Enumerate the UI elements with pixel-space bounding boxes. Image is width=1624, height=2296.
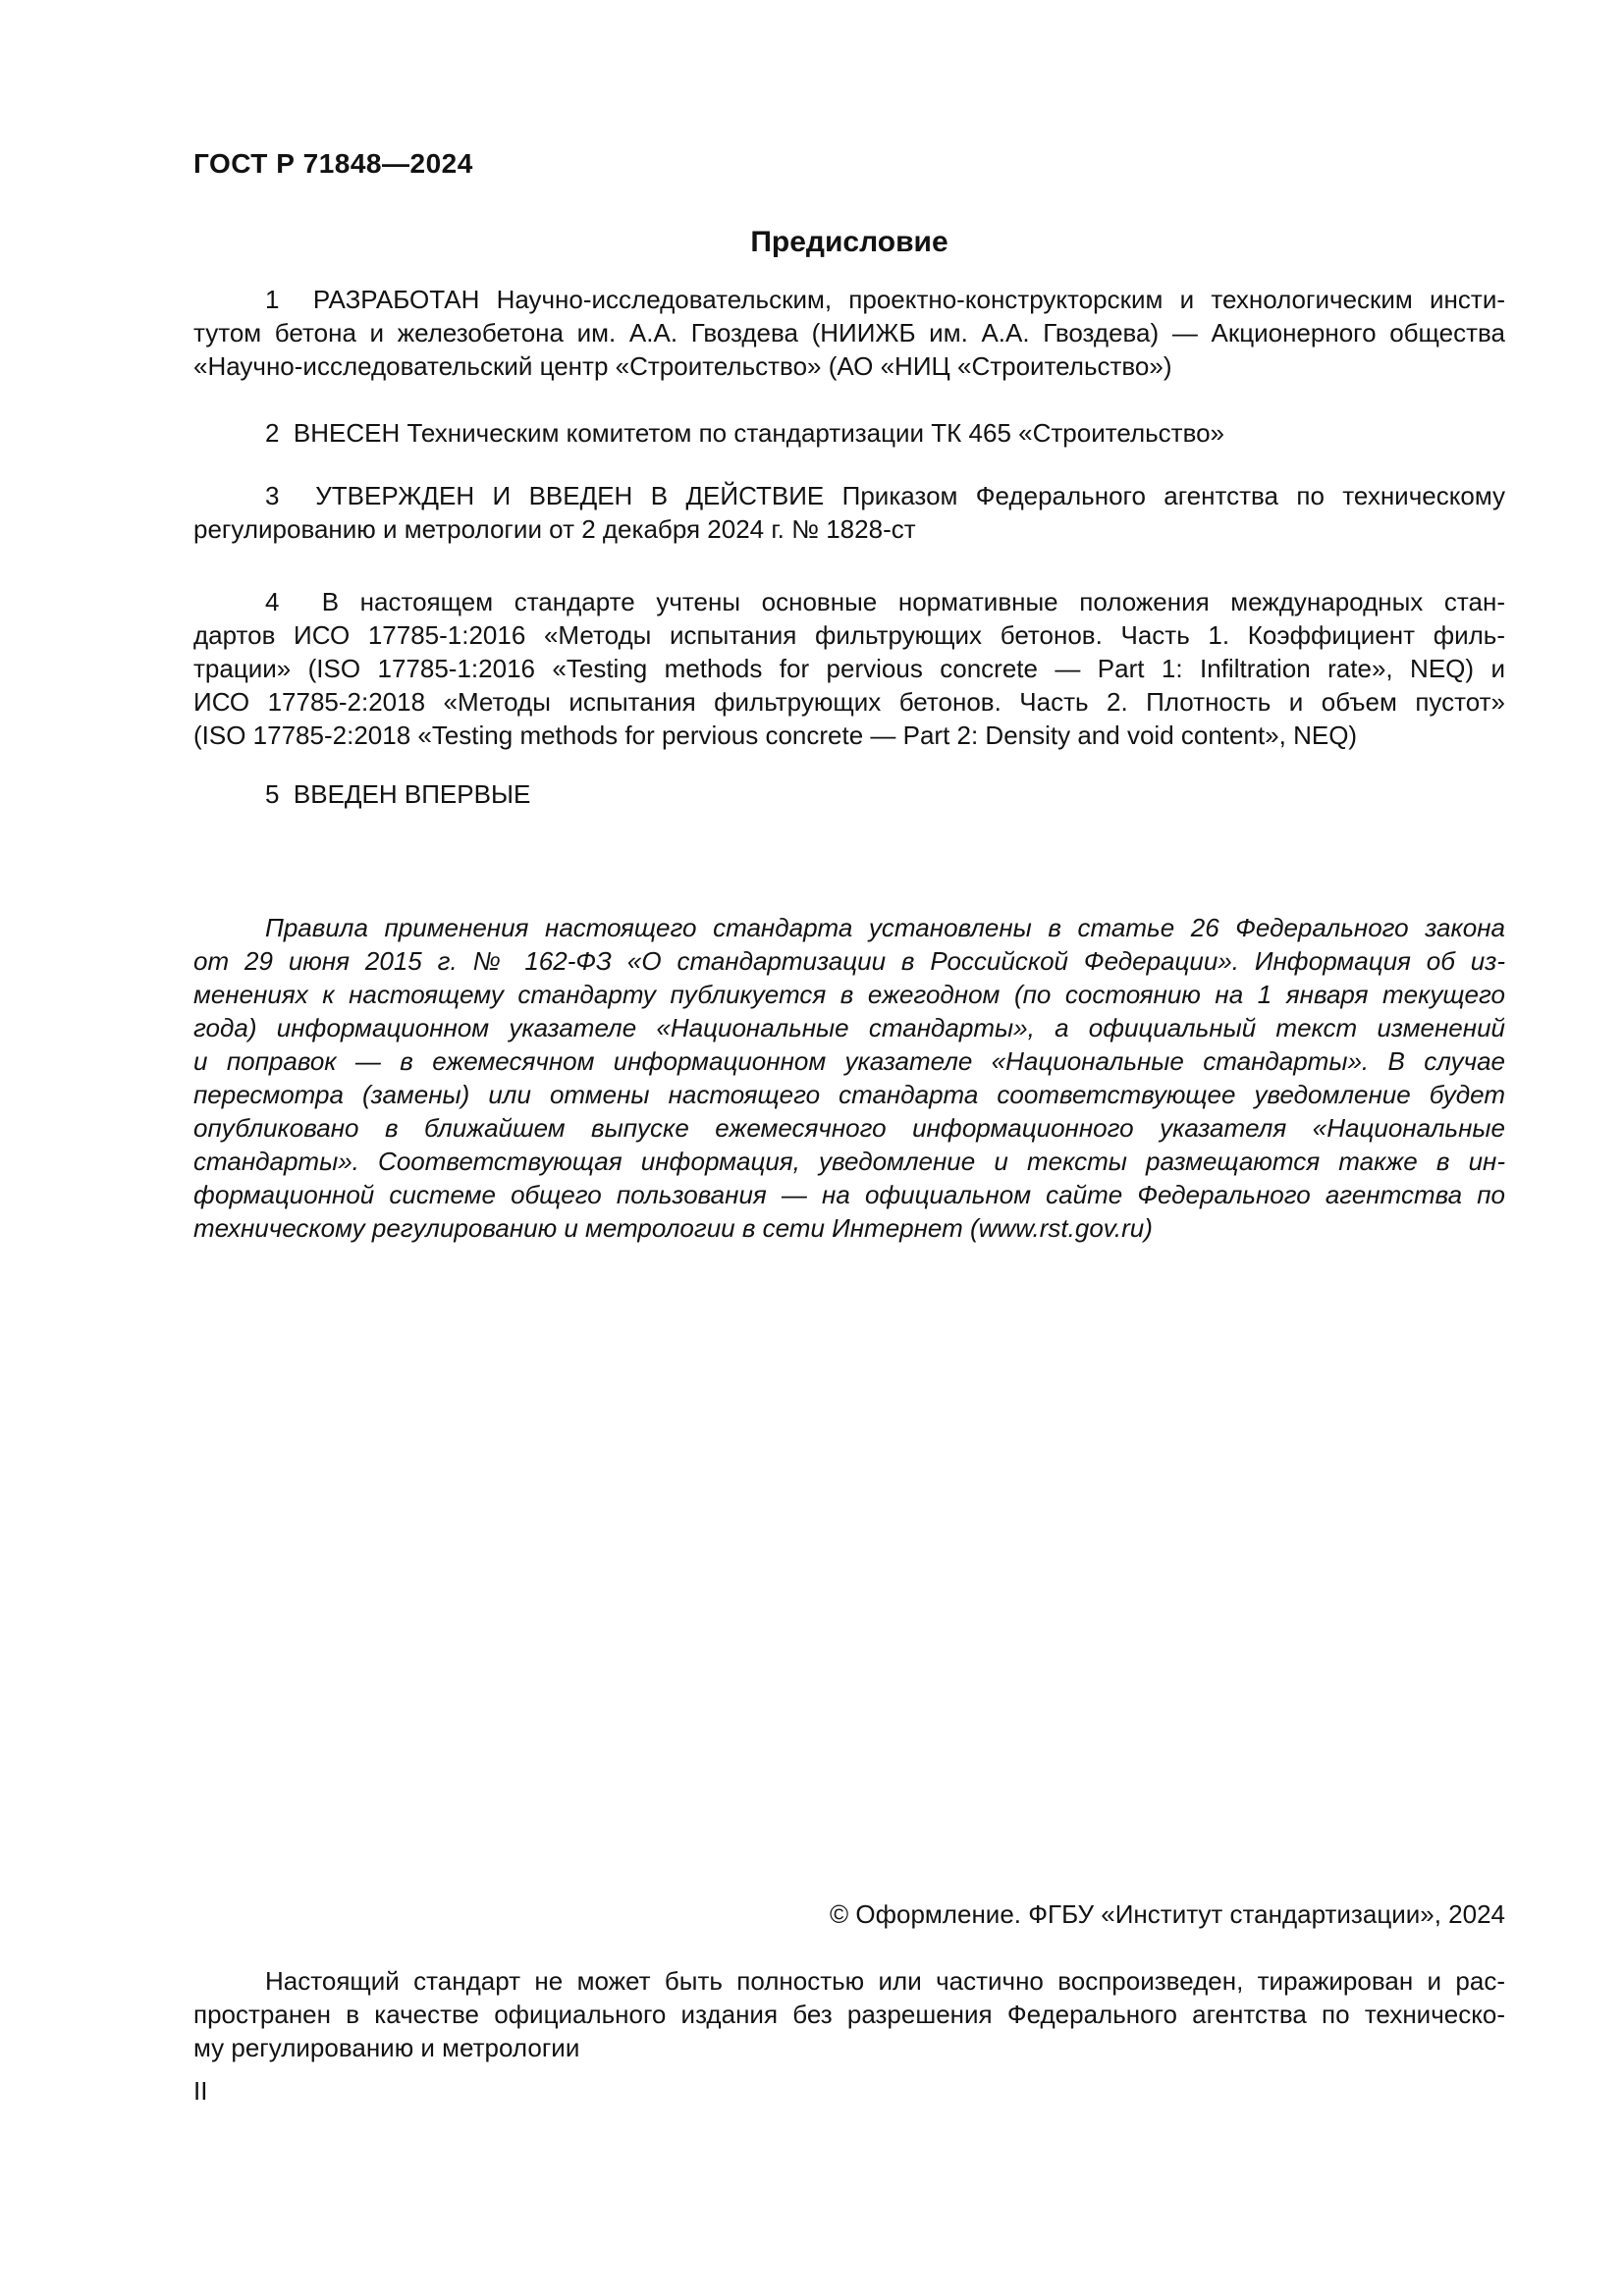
text-line: 4 В настоящем стандарте учтены основные нормативные положения международных стан- xyxy=(265,587,1505,616)
page-title: Предисловие xyxy=(750,226,948,258)
text-line: «Научно-исследовательский центр «Строительство» (АО «НИЦ «Строительство») xyxy=(193,351,1172,381)
text-line: пространен в качестве официального издания без разрешения Федерального агентства по техническо- xyxy=(193,2000,1505,2029)
text-line: трации» (ISO 17785-1:2016 «Testing methods for pervious concrete — Part 1: Infiltration rate», NEQ) и xyxy=(193,654,1505,683)
text-line: му регулированию и метрологии xyxy=(193,2033,580,2062)
text-line: 3 УТВЕРЖДЕН И ВВЕДЕН В ДЕЙСТВИЕ Приказом Федерального агентства по техническому xyxy=(265,481,1505,510)
copyright-line: © Оформление. ФГБУ «Институт стандартизации», 2024 xyxy=(830,1899,1505,1929)
text-line: техническому регулированию и метрологии в сети Интернет (www.rst.gov.ru) xyxy=(193,1213,1153,1243)
text-line: 1 РАЗРАБОТАН Научно-исследовательским, проектно-конструкторским и технологическим инсти- xyxy=(265,285,1505,314)
text-line: (ISO 17785-2:2018 «Testing methods for pervious concrete — Part 2: Density and void content», NEQ) xyxy=(193,721,1358,750)
text-line: регулированию и метрологии от 2 декабря 2024 г. № 1828-ст xyxy=(193,514,916,544)
text-line: формационной системе общего пользования — на официальном сайте Федерального агентства по xyxy=(193,1180,1505,1209)
foreword-item-first-edition xyxy=(193,777,1505,811)
foreword-item-submitted xyxy=(193,416,1505,450)
text-line: опубликовано в ближайшем выпуске ежемесячного информационного указателя «Национальные xyxy=(193,1113,1505,1143)
foreword-item-approved xyxy=(193,479,1505,546)
application-rules-note xyxy=(193,911,1505,1245)
page-number: II xyxy=(193,2076,208,2106)
text-line: пересмотра (замены) или отмены настоящего стандарта соответствующее уведомление будет xyxy=(193,1080,1505,1109)
text-line: стандарты». Соответствующая информация, уведомление и тексты размещаются также в ин- xyxy=(193,1147,1505,1176)
text-line: тутом бетона и железобетона им. А.А. Гвоздева (НИИЖБ им. А.А. Гвоздева) — Акционерного общества xyxy=(193,318,1505,347)
text-line: 2 ВНЕСЕН Техническим комитетом по стандартизации ТК 465 «Строительство» xyxy=(265,418,1225,448)
text-line: года) информационном указателе «Национальные стандарты», а официальный текст изменений xyxy=(193,1013,1505,1042)
text-line: ИСО 17785-2:2018 «Методы испытания фильтрующих бетонов. Часть 2. Плотность и объем пустот» xyxy=(193,687,1505,717)
text-line: Настоящий стандарт не может быть полностью или частично воспроизведен, тиражирован и рас- xyxy=(265,1966,1505,1996)
text-line: Правила применения настоящего стандарта установлены в статье 26 Федерального закона xyxy=(265,913,1505,942)
foreword-item-developed xyxy=(193,283,1505,383)
text-line: менениях к настоящему стандарту публикуется в ежегодном (по состоянию на 1 января текущего xyxy=(193,980,1505,1009)
foreword-item-international-standards xyxy=(193,585,1505,752)
standard-code: ГОСТ Р 71848—2024 xyxy=(193,148,473,179)
text-line: дартов ИСО 17785-1:2016 «Методы испытания фильтрующих бетонов. Часть 1. Коэффициент филь- xyxy=(193,620,1505,650)
text-line: и поправок — в ежемесячном информационном указателе «Национальные стандарты». В случае xyxy=(193,1046,1505,1076)
text-line: от 29 июня 2015 г. № 162-ФЗ «О стандартизации в Российской Федерации». Информация об из- xyxy=(193,946,1505,976)
text-line: 5 ВВЕДЕН ВПЕРВЫЕ xyxy=(265,779,531,809)
reproduction-notice xyxy=(193,1964,1505,2064)
